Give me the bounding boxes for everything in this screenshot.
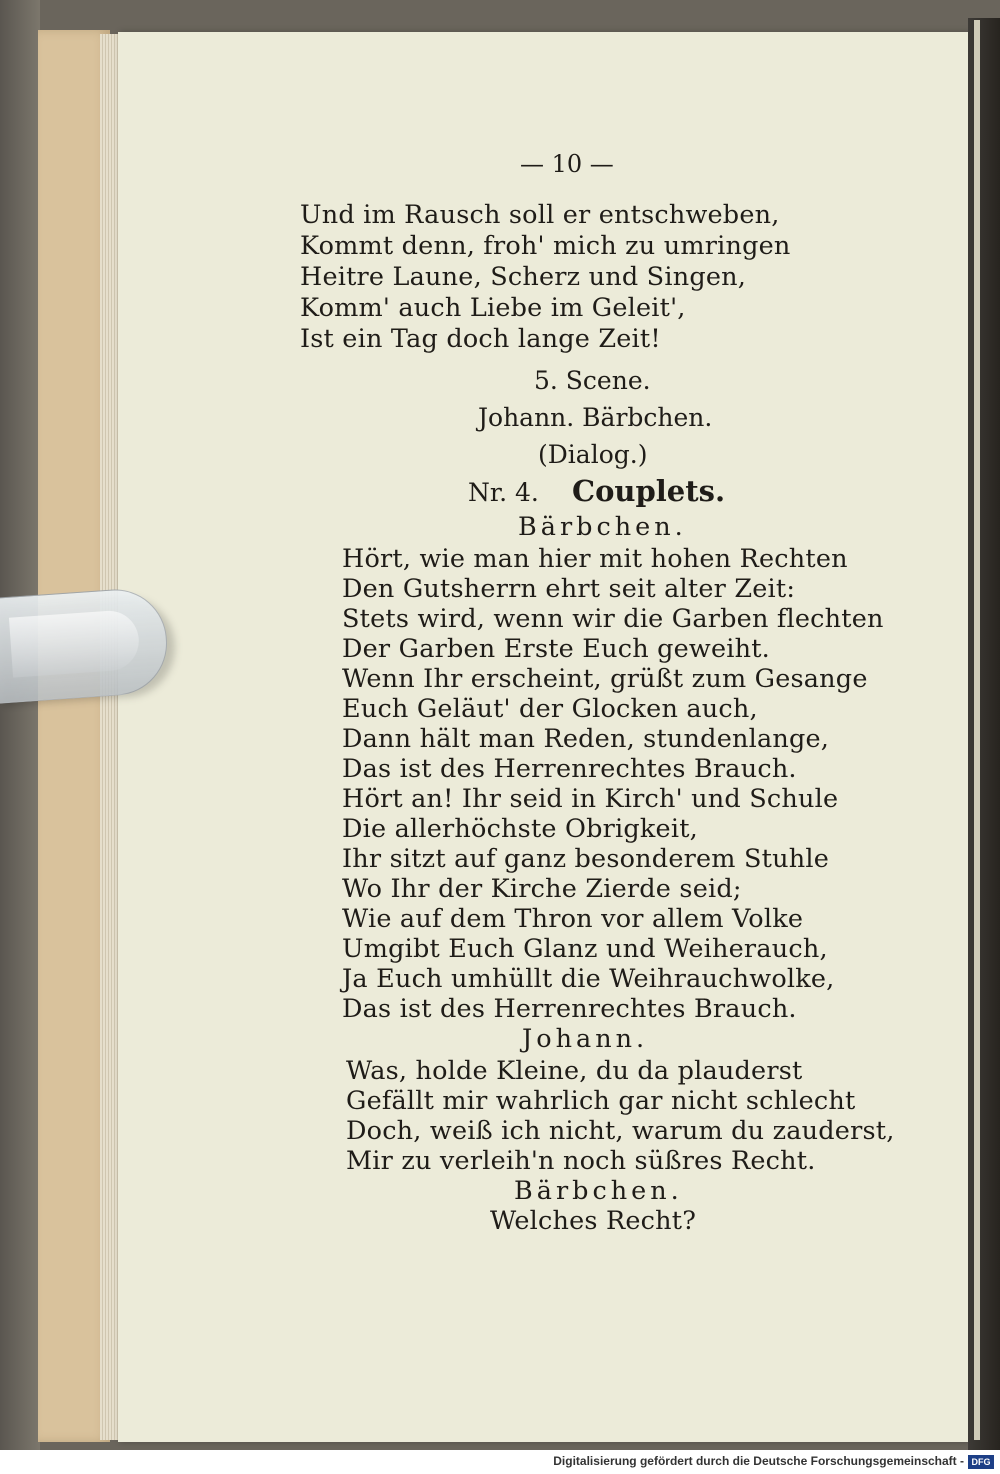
couplets-title: Couplets. [572, 474, 726, 508]
verse-line: Hört, wie man hier mit hohen Rechten [342, 544, 848, 574]
verse-line: Was, holde Kleine, du da plauderst [346, 1056, 803, 1086]
verse-line: Stets wird, wenn wir die Garben flechten [342, 604, 884, 634]
verse-line: Umgibt Euch Glanz und Weiherauch, [342, 934, 828, 964]
verse-line: Euch Geläut' der Glocken auch, [342, 694, 758, 724]
speaker-name: Bärbchen. [518, 512, 687, 542]
verse-line: Doch, weiß ich nicht, warum du zauderst, [346, 1116, 895, 1146]
verse-line: Wie auf dem Thron vor allem Volke [342, 904, 804, 934]
speaker-name: Johann. [522, 1024, 649, 1054]
verse-line: Das ist des Herrenrechtes Brauch. [342, 754, 797, 784]
scene-title: 5. Scene. [534, 366, 651, 395]
page-clip-highlight [9, 609, 141, 678]
number-label: Nr. 4. [468, 478, 539, 507]
verse-line: Wo Ihr der Kirche Zierde seid; [342, 874, 742, 904]
scene-characters: Johann. Bärbchen. [478, 403, 713, 432]
verse-line: Ist ein Tag doch lange Zeit! [300, 324, 661, 354]
facing-page-edge [974, 20, 980, 1440]
book-spine-right [968, 18, 1000, 1450]
verse-line: Den Gutsherrn ehrt seit alter Zeit: [342, 574, 796, 604]
verse-line: Welches Recht? [490, 1206, 697, 1236]
verse-line: Gefällt mir wahrlich gar nicht schlecht [346, 1086, 856, 1116]
footer-credit: Digitalisierung gefördert durch die Deutsche Forschungsgemeinschaft - [553, 1454, 964, 1468]
verse-line: Ihr sitzt auf ganz besonderem Stuhle [342, 844, 829, 874]
speaker-name: Bärbchen. [514, 1176, 683, 1206]
scanner-left-edge [0, 0, 40, 1474]
verse-line: Die allerhöchste Obrigkeit, [342, 814, 698, 844]
verse-line: Heitre Laune, Scherz und Singen, [300, 262, 747, 292]
verse-line: Das ist des Herrenrechtes Brauch. [342, 994, 797, 1024]
verse-line: Ja Euch umhüllt die Weihrauchwolke, [342, 964, 835, 994]
verse-line: Der Garben Erste Euch geweiht. [342, 634, 770, 664]
verse-line: Wenn Ihr erscheint, grüßt zum Gesange [342, 664, 868, 694]
verse-line: Dann hält man Reden, stundenlange, [342, 724, 830, 754]
page-number: — 10 — [520, 150, 614, 178]
dialog-note: (Dialog.) [538, 440, 648, 469]
verse-line: Mir zu verleih'n noch süßres Recht. [346, 1146, 816, 1176]
dfg-logo: DFG [968, 1455, 994, 1469]
verse-line: Komm' auch Liebe im Geleit', [300, 293, 686, 323]
verse-line: Kommt denn, froh' mich zu umringen [300, 231, 791, 261]
verse-line: Hört an! Ihr seid in Kirch' und Schule [342, 784, 839, 814]
verse-line: Und im Rausch soll er entschweben, [300, 200, 780, 230]
